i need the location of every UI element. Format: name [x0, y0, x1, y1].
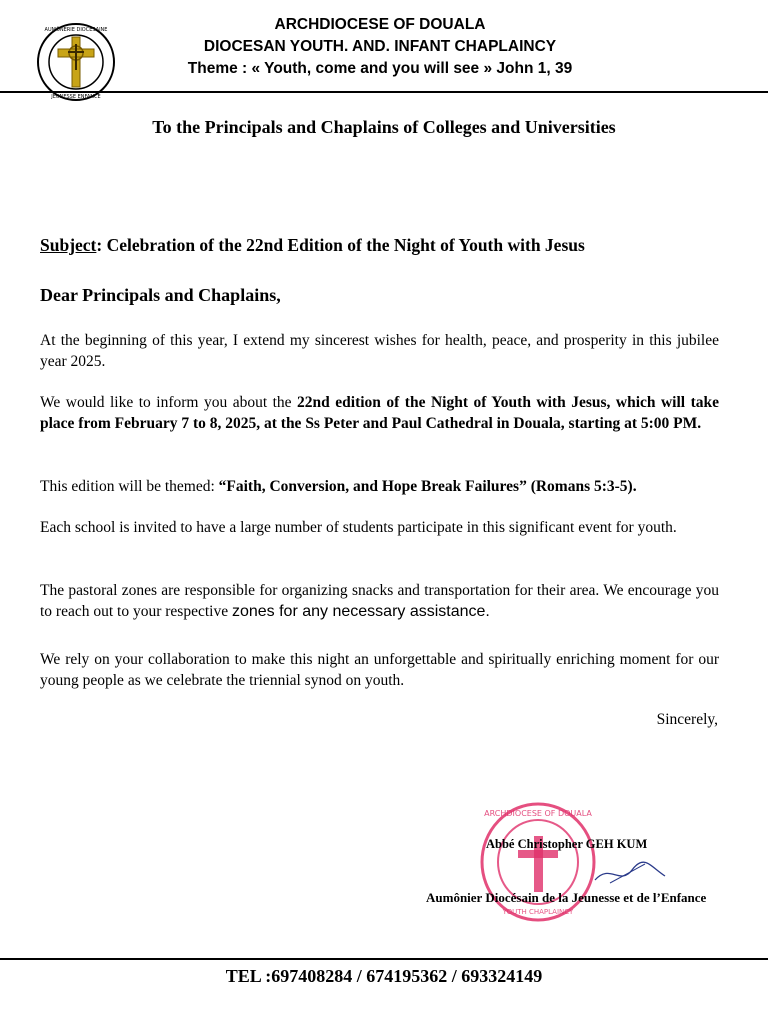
stamp-seal-icon — [478, 800, 598, 925]
footer-divider — [0, 958, 768, 960]
svg-text:ARCHDIOCESE OF DOUALA: ARCHDIOCESE OF DOUALA — [484, 809, 592, 818]
paragraph-event-info — [40, 392, 719, 434]
svg-text:JEUNESSE ENFANCE: JEUNESSE ENFANCE — [51, 94, 101, 100]
chaplaincy-name: DIOCESAN YOUTH. AND. INFANT CHAPLAINCY — [203, 38, 557, 55]
pastoral-zones-tail: zones for any necessary assistance. — [231, 603, 490, 620]
subject-line — [40, 235, 740, 256]
paragraph-theme — [40, 476, 719, 497]
addressee-line: To the Principals and Chaplains of Colleges and Universities — [152, 117, 616, 137]
theme-lead: This edition will be themed: — [40, 478, 219, 495]
signatory-name: Abbé Christopher GEH KUM — [486, 837, 648, 851]
event-info-lead: We would like to inform you about the — [40, 394, 298, 411]
header-divider — [0, 91, 768, 93]
footer-telephone: TEL :697408284 / 674195362 / 693324149 — [225, 966, 543, 986]
svg-text:YOUTH CHAPLAINCY: YOUTH CHAPLAINCY — [502, 908, 574, 916]
paragraph-wishes: At the beginning of this year, I extend my sincerest wishes for health, peace, and prosperity in this jubilee year 2025. — [40, 332, 719, 370]
theme-line: Theme : « Youth, come and you will see » John 1, 39 — [187, 60, 573, 77]
paragraph-collaboration: We rely on your collaboration to make this night an unforgettable and spiritually enriching moment for our young people as we celebrate the triennial synod on youth. — [40, 651, 719, 689]
salutation: Dear Principals and Chaplains, — [40, 285, 281, 305]
archdiocese-name: ARCHDIOCESE OF DOUALA — [274, 16, 486, 33]
signatory-title: Aumônier Diocésain de la Jeunesse et de l’Enfance — [426, 890, 707, 905]
svg-text:AUMÔNERIE DIOCÉSAINE: AUMÔNERIE DIOCÉSAINE — [44, 27, 108, 33]
paragraph-participation: Each school is invited to have a large number of students participate in this significant event for youth. — [40, 519, 677, 536]
subject-text: : Celebration of the 22nd Edition of the Night of Youth with Jesus — [96, 235, 585, 255]
pastoral-zones-lead: The pastoral zones are responsible for organizing snacks and transportation for their area. We encourage you to reach out to your respective — [40, 582, 719, 620]
signature-icon — [590, 858, 670, 888]
paragraph-pastoral-zones — [40, 580, 719, 622]
event-info-details: 22nd edition of the Night of Youth with Jesus, which will take place from February 7 to 8, 2025, at the Ss Peter and Paul Cathedral in Douala, starting at 5:00 PM. — [40, 394, 720, 432]
closing: Sincerely, — [656, 711, 718, 728]
letterhead — [0, 0, 768, 100]
subject-label: Subject — [40, 235, 97, 255]
theme-title: “Faith, Conversion, and Hope Break Failures” (Romans 5:3-5). — [218, 478, 637, 495]
